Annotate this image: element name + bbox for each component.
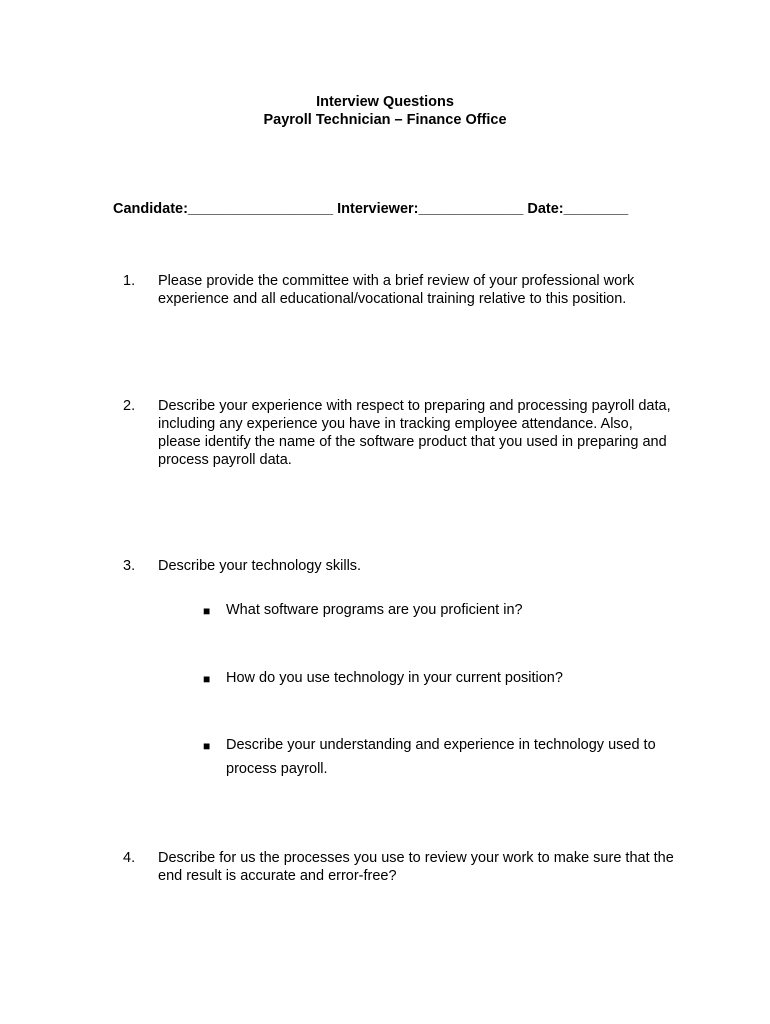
question-3-bullet-3: Describe your understanding and experience in technology used to process payroll. xyxy=(226,737,656,777)
document-subtitle: Payroll Technician – Finance Office xyxy=(263,112,507,128)
question-4-text: Describe for us the processes you use to review your work to make sure that the end result is accurate and error-free? xyxy=(158,850,674,884)
document-title: Interview Questions xyxy=(316,94,454,110)
question-3-number: 3. xyxy=(123,558,136,574)
bullet-square-icon: ■ xyxy=(203,604,211,618)
question-1-number: 1. xyxy=(123,273,136,289)
question-2-number: 2. xyxy=(123,398,136,414)
question-4-number: 4. xyxy=(123,850,136,866)
candidate-interviewer-date-line: Candidate:__________________ Interviewer:_____________ Date:________ xyxy=(113,201,629,217)
bullet-square-icon: ■ xyxy=(203,739,211,753)
question-3-text: Describe your technology skills. xyxy=(158,558,362,574)
bullet-square-icon: ■ xyxy=(203,672,211,686)
question-1-text: Please provide the committee with a brief review of your professional work experience and all educational/vocational training relative to this position. xyxy=(158,273,635,307)
question-2-text: Describe your experience with respect to preparing and processing payroll data, including any experience you have in tracking employee attendance. Also, please identify the name of the software product that you used in preparing and process payroll data. xyxy=(158,398,671,468)
question-3-bullet-1: What software programs are you proficient in? xyxy=(226,602,523,618)
question-3-bullet-2: How do you use technology in your current position? xyxy=(226,670,563,686)
